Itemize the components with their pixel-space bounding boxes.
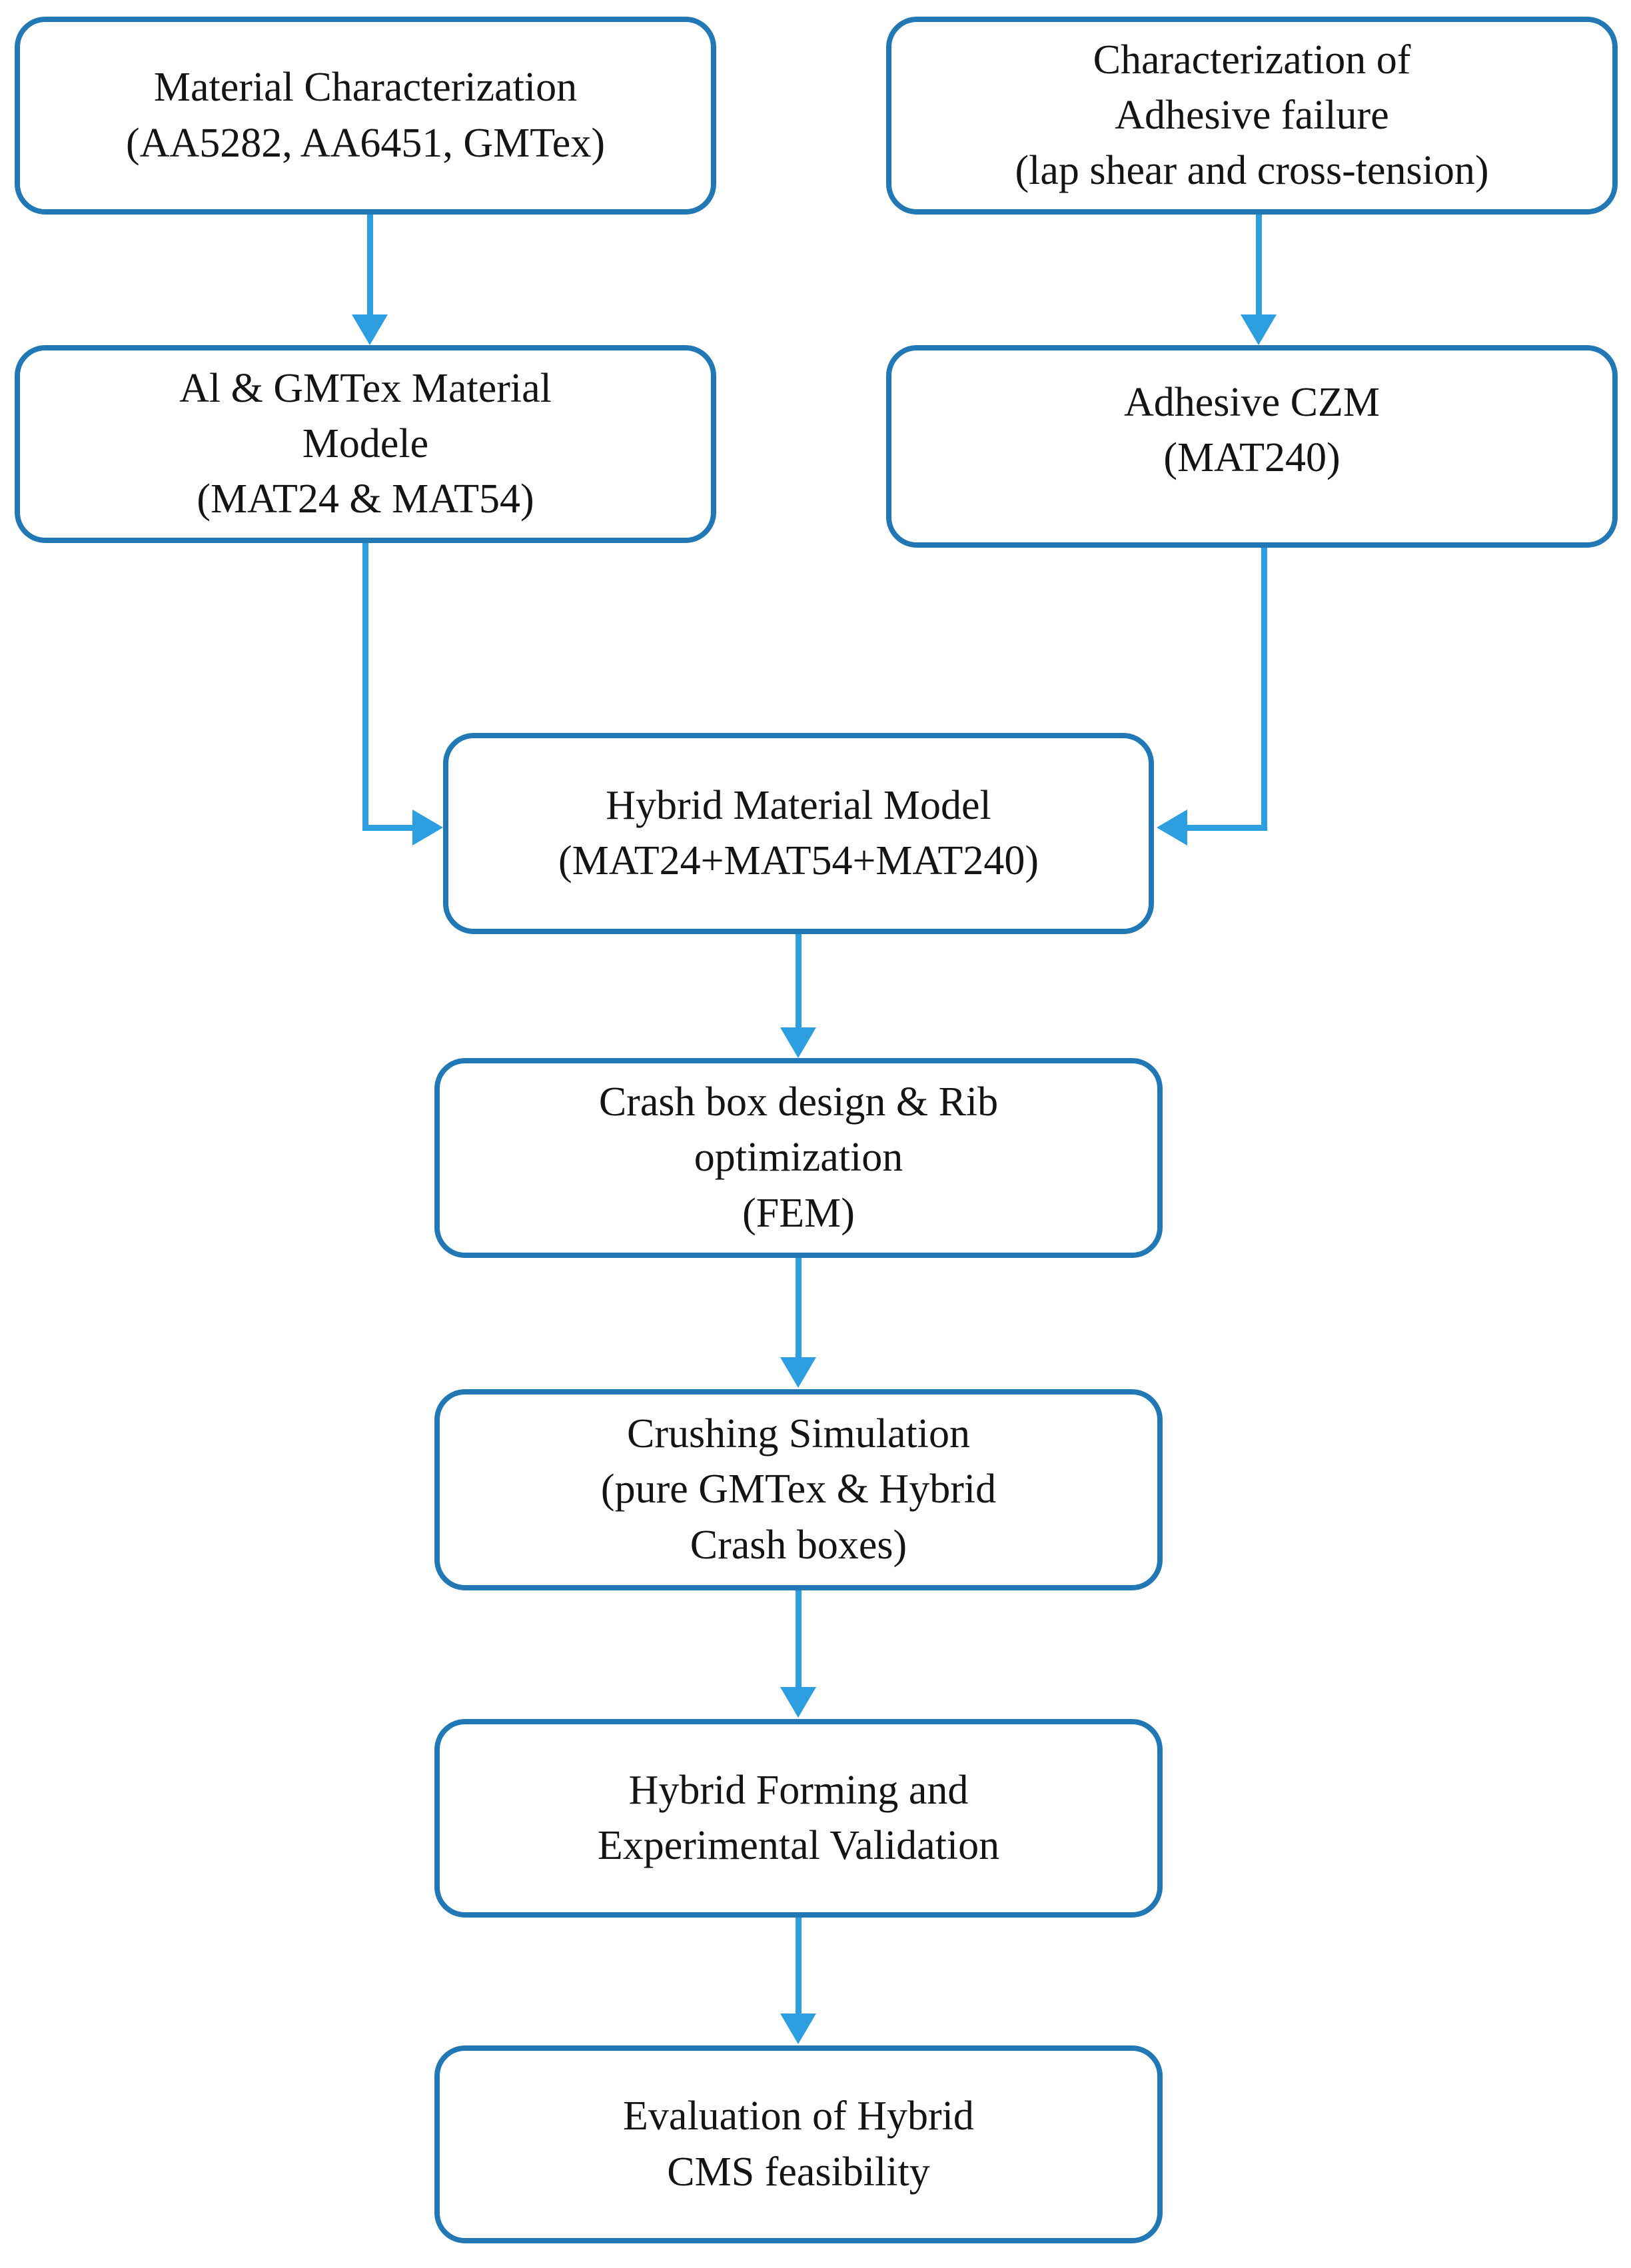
node-crash-box-design xyxy=(434,1058,1163,1258)
node-label-line: Material Characterization xyxy=(153,65,578,111)
node-label-line: Evaluation of Hybrid xyxy=(623,2093,974,2139)
node-material-characterization xyxy=(15,17,716,215)
node-label-line: (FEM) xyxy=(742,1190,855,1236)
node-label-line: Modele xyxy=(302,420,429,466)
arrowhead-down-icon xyxy=(780,1027,816,1058)
node-label-line: Experimental Validation xyxy=(597,1823,1000,1868)
line-segment xyxy=(1187,825,1267,831)
node-label-line: (lap shear and cross-tension) xyxy=(1015,148,1489,194)
node-hybrid-material-model xyxy=(443,733,1154,934)
node-evaluation xyxy=(434,2045,1163,2243)
node-al-gmtex-material-model xyxy=(15,345,716,543)
arrowhead-left-icon xyxy=(1157,810,1187,846)
node-label-line: (pure GMTex & Hybrid xyxy=(600,1466,997,1512)
node-label-line: Crash boxes) xyxy=(690,1522,907,1568)
node-adhesive-czm xyxy=(886,345,1618,548)
node-crushing-simulation xyxy=(434,1389,1163,1590)
line-segment xyxy=(362,825,415,831)
node-label-line: Al & GMTex Material xyxy=(179,365,552,411)
node-label-line: Adhesive CZM xyxy=(1123,379,1380,425)
line-segment xyxy=(796,934,802,1029)
node-label-line: (MAT24 & MAT54) xyxy=(197,476,534,522)
node-label-line: Crash box design & Rib xyxy=(598,1079,999,1125)
line-segment xyxy=(362,543,368,831)
node-label-line: (MAT240) xyxy=(1163,435,1341,480)
arrowhead-down-icon xyxy=(1241,314,1277,345)
node-label-line: Characterization of xyxy=(1093,37,1411,83)
node-label-line: Adhesive failure xyxy=(1115,92,1389,138)
node-adhesive-characterization xyxy=(886,17,1618,215)
line-segment xyxy=(1261,548,1267,831)
node-hybrid-forming xyxy=(434,1719,1163,1918)
node-label-line: (MAT24+MAT54+MAT240) xyxy=(558,838,1039,883)
line-segment xyxy=(796,1258,802,1359)
line-segment xyxy=(367,215,373,316)
node-label-line: (AA5282, AA6451, GMTex) xyxy=(126,120,605,166)
node-label-line: optimization xyxy=(694,1135,903,1181)
node-label-line: CMS feasibility xyxy=(667,2149,930,2195)
node-label-line: Crushing Simulation xyxy=(627,1411,970,1457)
line-segment xyxy=(796,1918,802,2015)
line-segment xyxy=(796,1590,802,1688)
node-label-line: Hybrid Forming and xyxy=(628,1767,969,1813)
arrowhead-down-icon xyxy=(780,2013,816,2044)
line-segment xyxy=(1256,215,1262,316)
arrowhead-right-icon xyxy=(412,810,443,846)
arrowhead-down-icon xyxy=(780,1687,816,1718)
arrowhead-down-icon xyxy=(352,314,388,345)
arrowhead-down-icon xyxy=(780,1357,816,1388)
node-label-line: Hybrid Material Model xyxy=(606,782,991,828)
